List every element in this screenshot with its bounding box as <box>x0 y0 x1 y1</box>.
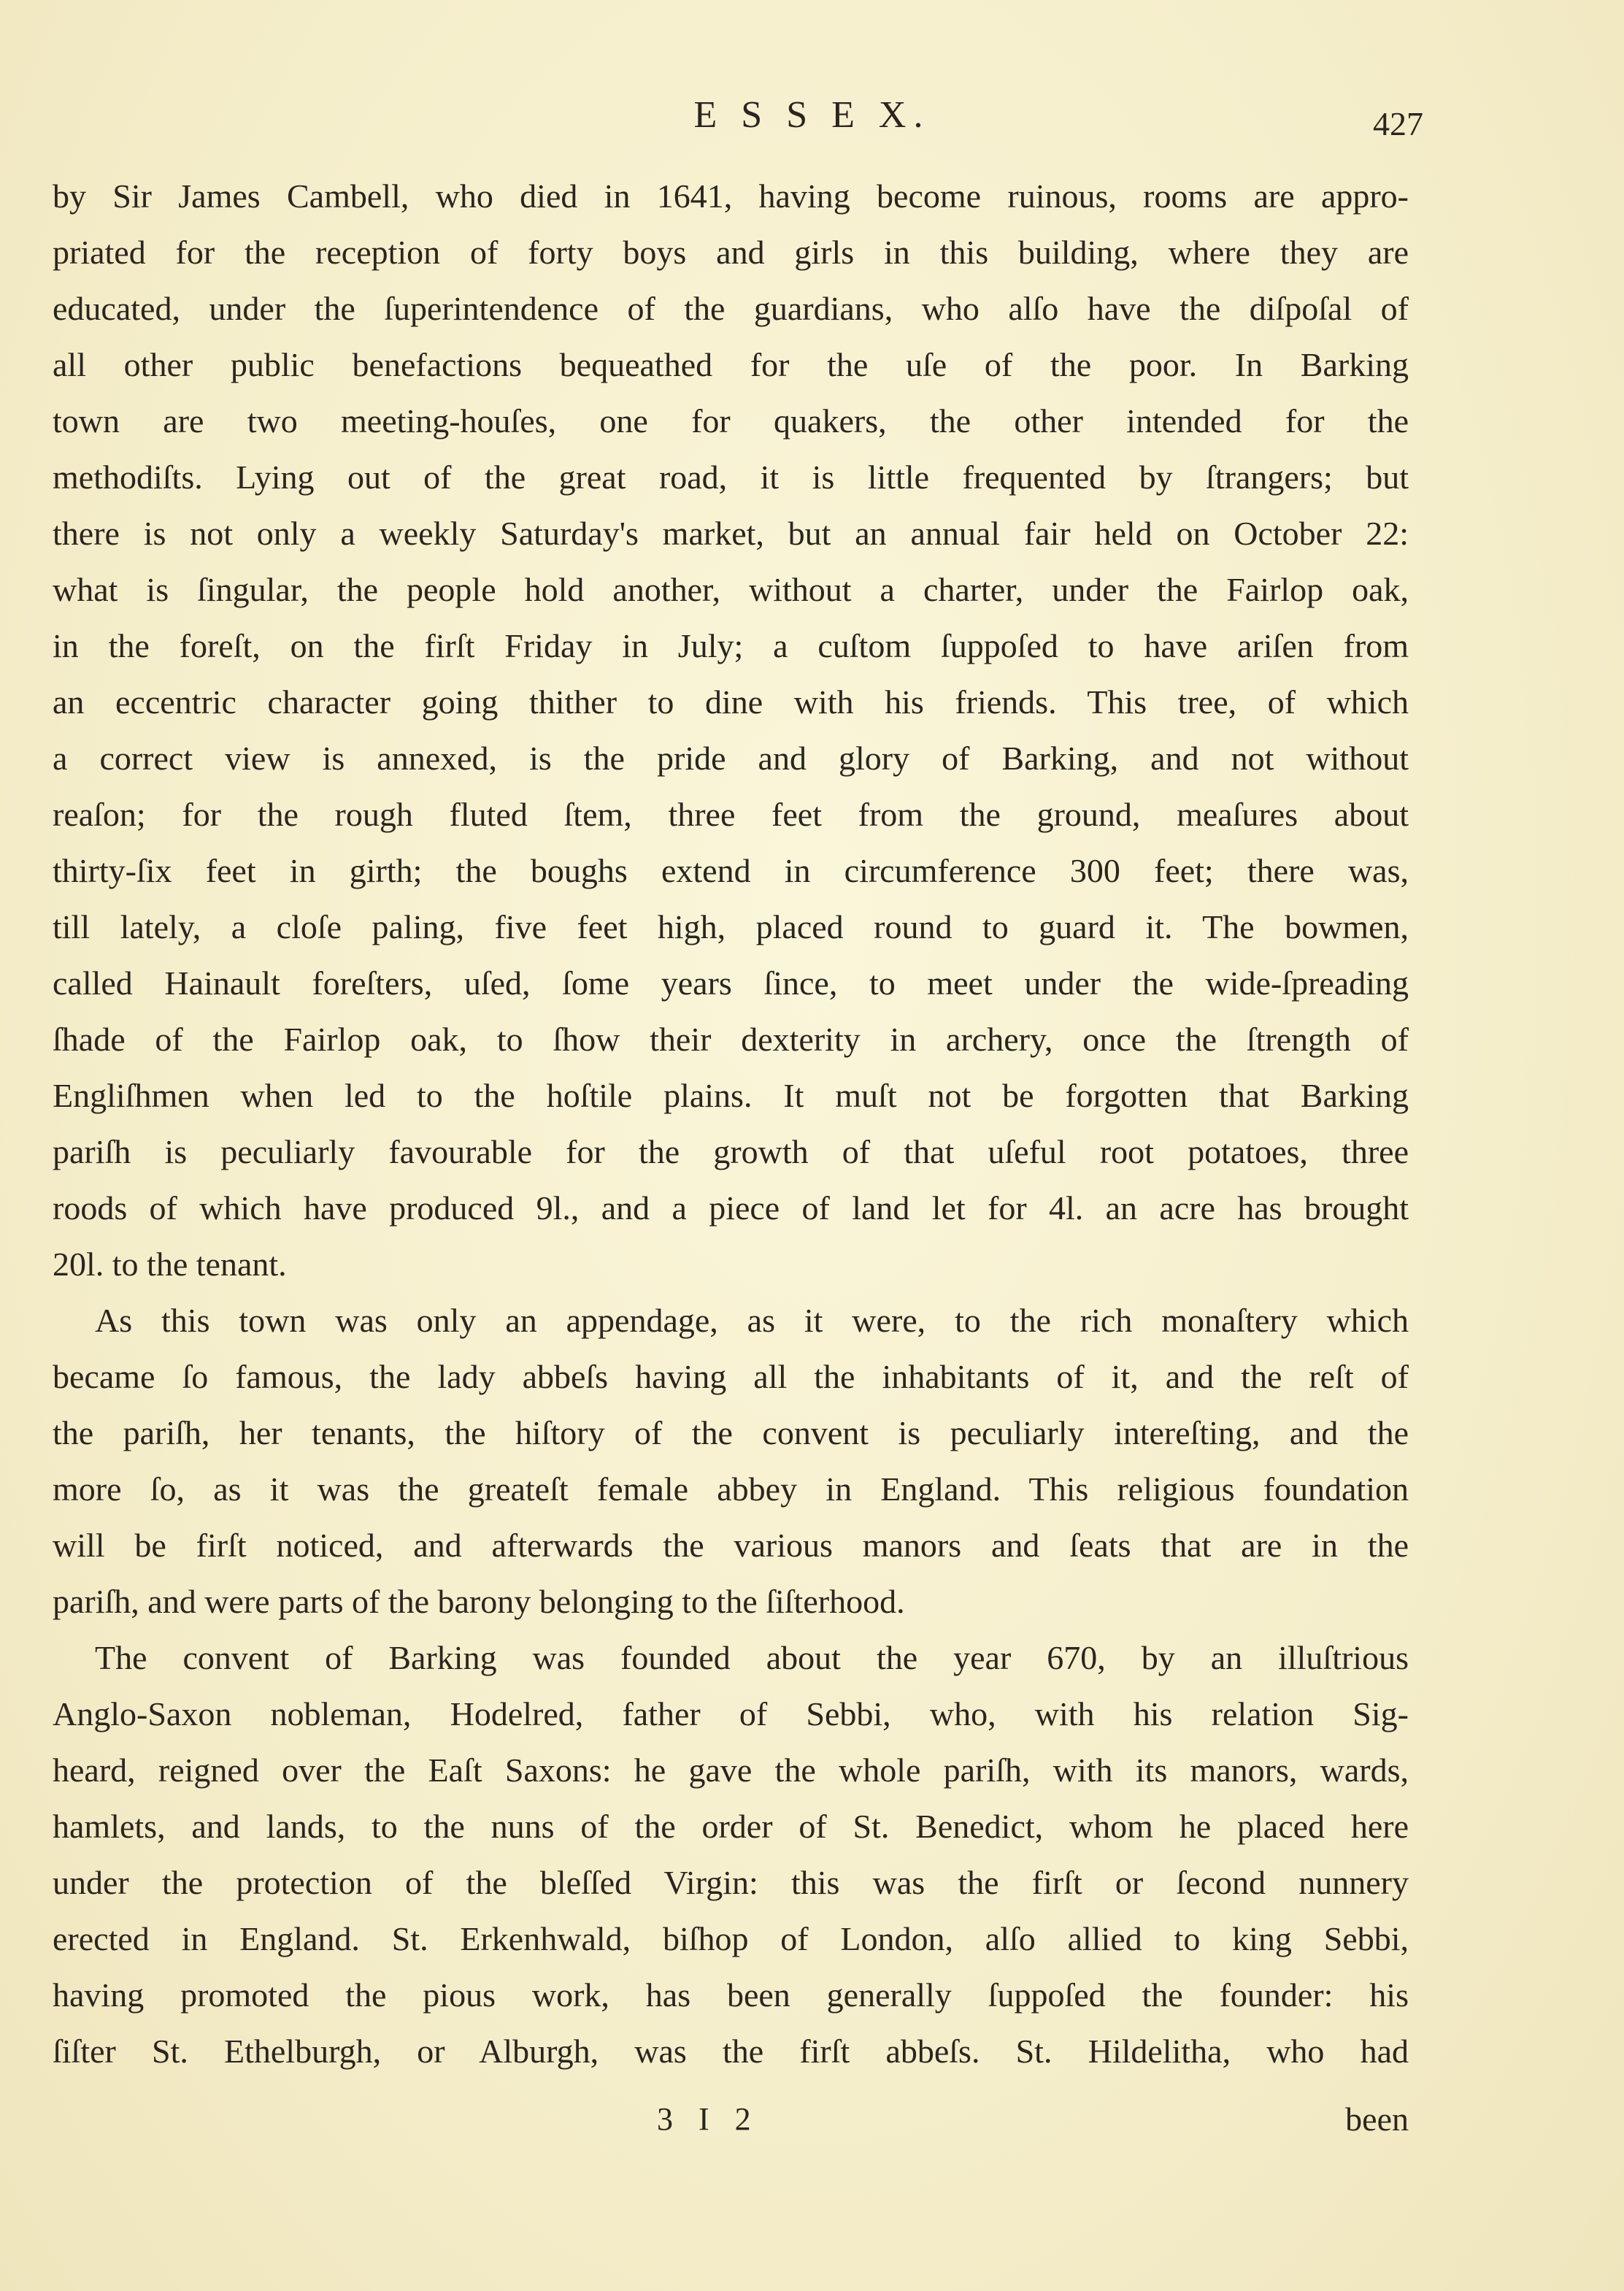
text-line: by Sir James Cambell, who died in 1641, having become ruinous, rooms are appro- <box>53 177 1409 215</box>
text-line: reaſon; for the rough fluted ſtem, three feet from the ground, meaſures about <box>53 796 1409 833</box>
text-line: ſiſter St. Ethelburgh, or Alburgh, was the firſt abbeſs. St. Hildelitha, who had <box>53 2033 1409 2070</box>
text-line: erected in England. St. Erkenhwald, biſhop of London, alſo allied to king Sebbi, <box>53 1920 1409 1957</box>
text-line: educated, under the ſuperintendence of the guardians, who alſo have the diſpoſal of <box>53 290 1409 327</box>
text-line: 20l. to the tenant. <box>53 1246 287 1283</box>
text-line: there is not only a weekly Saturday's market, but an annual fair held on October 22: <box>53 515 1409 552</box>
signature-mark: 3 I 2 <box>657 2101 760 2137</box>
text-line: what is ſingular, the people hold another, without a charter, under the Fairlop oak, <box>53 571 1409 608</box>
text-line: Engliſhmen when led to the hoſtile plains. It muſt not be forgotten that Barking <box>53 1077 1409 1114</box>
text-line: pariſh, and were parts of the barony belonging to the ſiſterhood. <box>53 1583 905 1620</box>
text-line: The convent of Barking was founded about the year 670, by an illuſtrious <box>95 1639 1409 1676</box>
text-line: pariſh is peculiarly favourable for the growth of that uſeful root potatoes, three <box>53 1133 1409 1170</box>
paragraph-2 <box>53 1292 1409 1630</box>
text-line: ſhade of the Fairlop oak, to ſhow their dexterity in archery, once the ſtrength of <box>53 1021 1409 1058</box>
text-line: Anglo-Saxon nobleman, Hodelred, father of Sebbi, who, with his relation Sig- <box>53 1695 1409 1732</box>
page-number: 427 <box>1373 105 1423 142</box>
text-line: till lately, a cloſe paling, five feet high, placed round to guard it. The bowmen, <box>53 908 1409 945</box>
text-line: in the foreſt, on the firſt Friday in July; a cuſtom ſuppoſed to have ariſen from <box>53 627 1409 664</box>
text-line: called Hainault foreſters, uſed, ſome years ſince, to meet under the wide-ſpreading <box>53 964 1409 1002</box>
paragraph-3 <box>53 1630 1409 2079</box>
text-line: more ſo, as it was the greateſt female abbey in England. This religious foundation <box>53 1470 1409 1508</box>
catchword: been <box>1345 2100 1409 2138</box>
text-line: methodiſts. Lying out of the great road, it is little frequented by ſtrangers; but <box>53 458 1409 496</box>
text-line: roods of which have produced 9l., and a piece of land let for 4l. an acre has brought <box>53 1189 1409 1227</box>
text-line: heard, reigned over the Eaſt Saxons: he gave the whole pariſh, with its manors, wards, <box>53 1751 1409 1789</box>
text-line: As this town was only an appendage, as it were, to the rich monaſtery which <box>95 1302 1409 1339</box>
text-line: the pariſh, her tenants, the hiſtory of the convent is peculiarly intereſting, and the <box>53 1414 1409 1451</box>
text-line: will be firſt noticed, and afterwards the various manors and ſeats that are in the <box>53 1527 1409 1564</box>
paragraph-1 <box>53 168 1409 1292</box>
running-head: E S S E X. <box>693 94 931 136</box>
text-line: having promoted the pious work, has been generally ſuppoſed the founder: his <box>53 1976 1409 2014</box>
text-line: an eccentric character going thither to dine with his friends. This tree, of which <box>53 683 1409 721</box>
text-line: a correct view is annexed, is the pride and glory of Barking, and not without <box>53 740 1409 777</box>
body-text <box>53 168 1409 2079</box>
text-line: all other public benefactions bequeathed for the uſe of the poor. In Barking <box>53 346 1409 383</box>
text-line: priated for the reception of forty boys and girls in this building, where they are <box>53 234 1409 271</box>
text-line: town are two meeting-houſes, one for quakers, the other intended for the <box>53 402 1409 440</box>
text-line: thirty-ſix feet in girth; the boughs extend in circumference 300 feet; there was, <box>53 852 1409 889</box>
text-line: hamlets, and lands, to the nuns of the order of St. Benedict, whom he placed here <box>53 1808 1409 1845</box>
text-line: became ſo famous, the lady abbeſs having all the inhabitants of it, and the reſt of <box>53 1358 1409 1395</box>
text-line: under the protection of the bleſſed Virgin: this was the firſt or ſecond nunnery <box>53 1864 1409 1901</box>
